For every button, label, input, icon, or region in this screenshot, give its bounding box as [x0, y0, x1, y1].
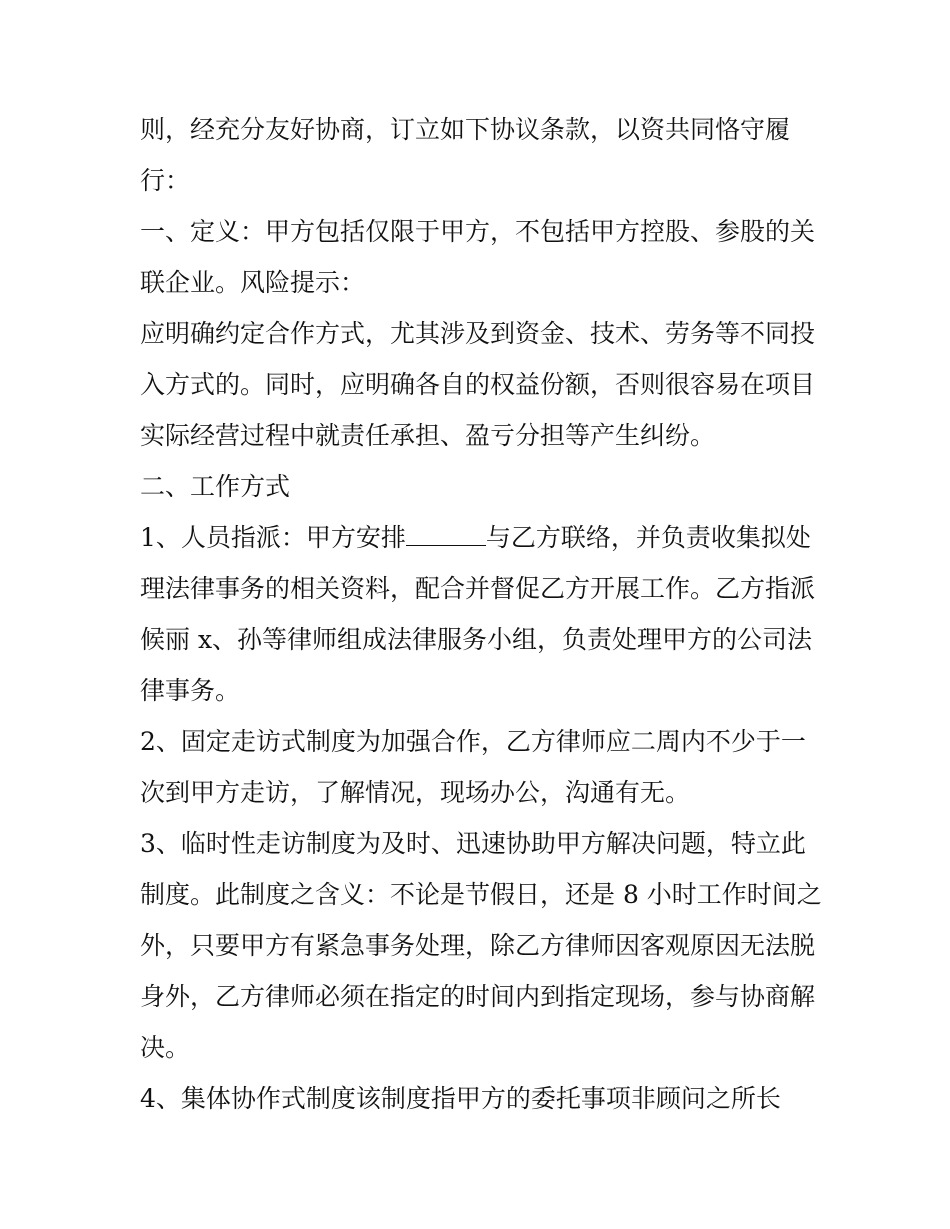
text-line: 决。 [140, 1033, 191, 1062]
line-after-blank: 与乙方联络，并负责收集拟处 [485, 523, 811, 552]
text-line: 应明确约定合作方式，尤其涉及到资金、技术、劳务等不同投 [140, 319, 816, 348]
text-line: 4、集体协作式制度该制度指甲方的委托事项非顾问之所长 [140, 1084, 781, 1113]
fill-in-blank [406, 523, 486, 546]
text-line: 入方式的。同时，应明确各自的权益份额，否则很容易在项目 [140, 370, 816, 399]
text-line: 理法律事务的相关资料，配合并督促乙方开展工作。乙方指派 [140, 574, 816, 603]
section-heading-work-method: 二、工作方式 [140, 472, 291, 501]
text-line: 则，经充分友好协商，订立如下协议条款，以资共同恪守履 [140, 115, 791, 144]
document-body [140, 104, 820, 1124]
text-line: 身外，乙方律师必须在指定的时间内到指定现场，参与协商解 [140, 982, 816, 1011]
text-line: 外，只要甲方有紧急事务处理，除乙方律师因客观原因无法脱 [140, 931, 816, 960]
text-line: 联企业。风险提示： [140, 268, 366, 297]
text-line: 制度。此制度之含义：不论是节假日，还是 8 小时工作时间之 [140, 880, 822, 909]
text-line: 2、固定走访式制度为加强合作，乙方律师应二周内不少于一 [140, 727, 806, 756]
section-heading-definition: 一、定义：甲方包括仅限于甲方，不包括甲方控股、参股的关 [140, 217, 816, 246]
text-line: 行： [140, 166, 191, 195]
text-line: 候丽 x、孙等律师组成法律服务小组，负责处理甲方的公司法 [140, 625, 813, 654]
text-line: 次到甲方走访，了解情况，现场办公，沟通有无。 [140, 778, 691, 807]
text-line: 律事务。 [140, 676, 241, 705]
line-before-blank: 1、人员指派：甲方安排 [140, 523, 406, 552]
text-line-with-blank [140, 512, 820, 563]
text-line: 3、临时性走访制度为及时、迅速协助甲方解决问题，特立此 [140, 829, 806, 858]
text-line: 实际经营过程中就责任承担、盈亏分担等产生纠纷。 [140, 421, 716, 450]
